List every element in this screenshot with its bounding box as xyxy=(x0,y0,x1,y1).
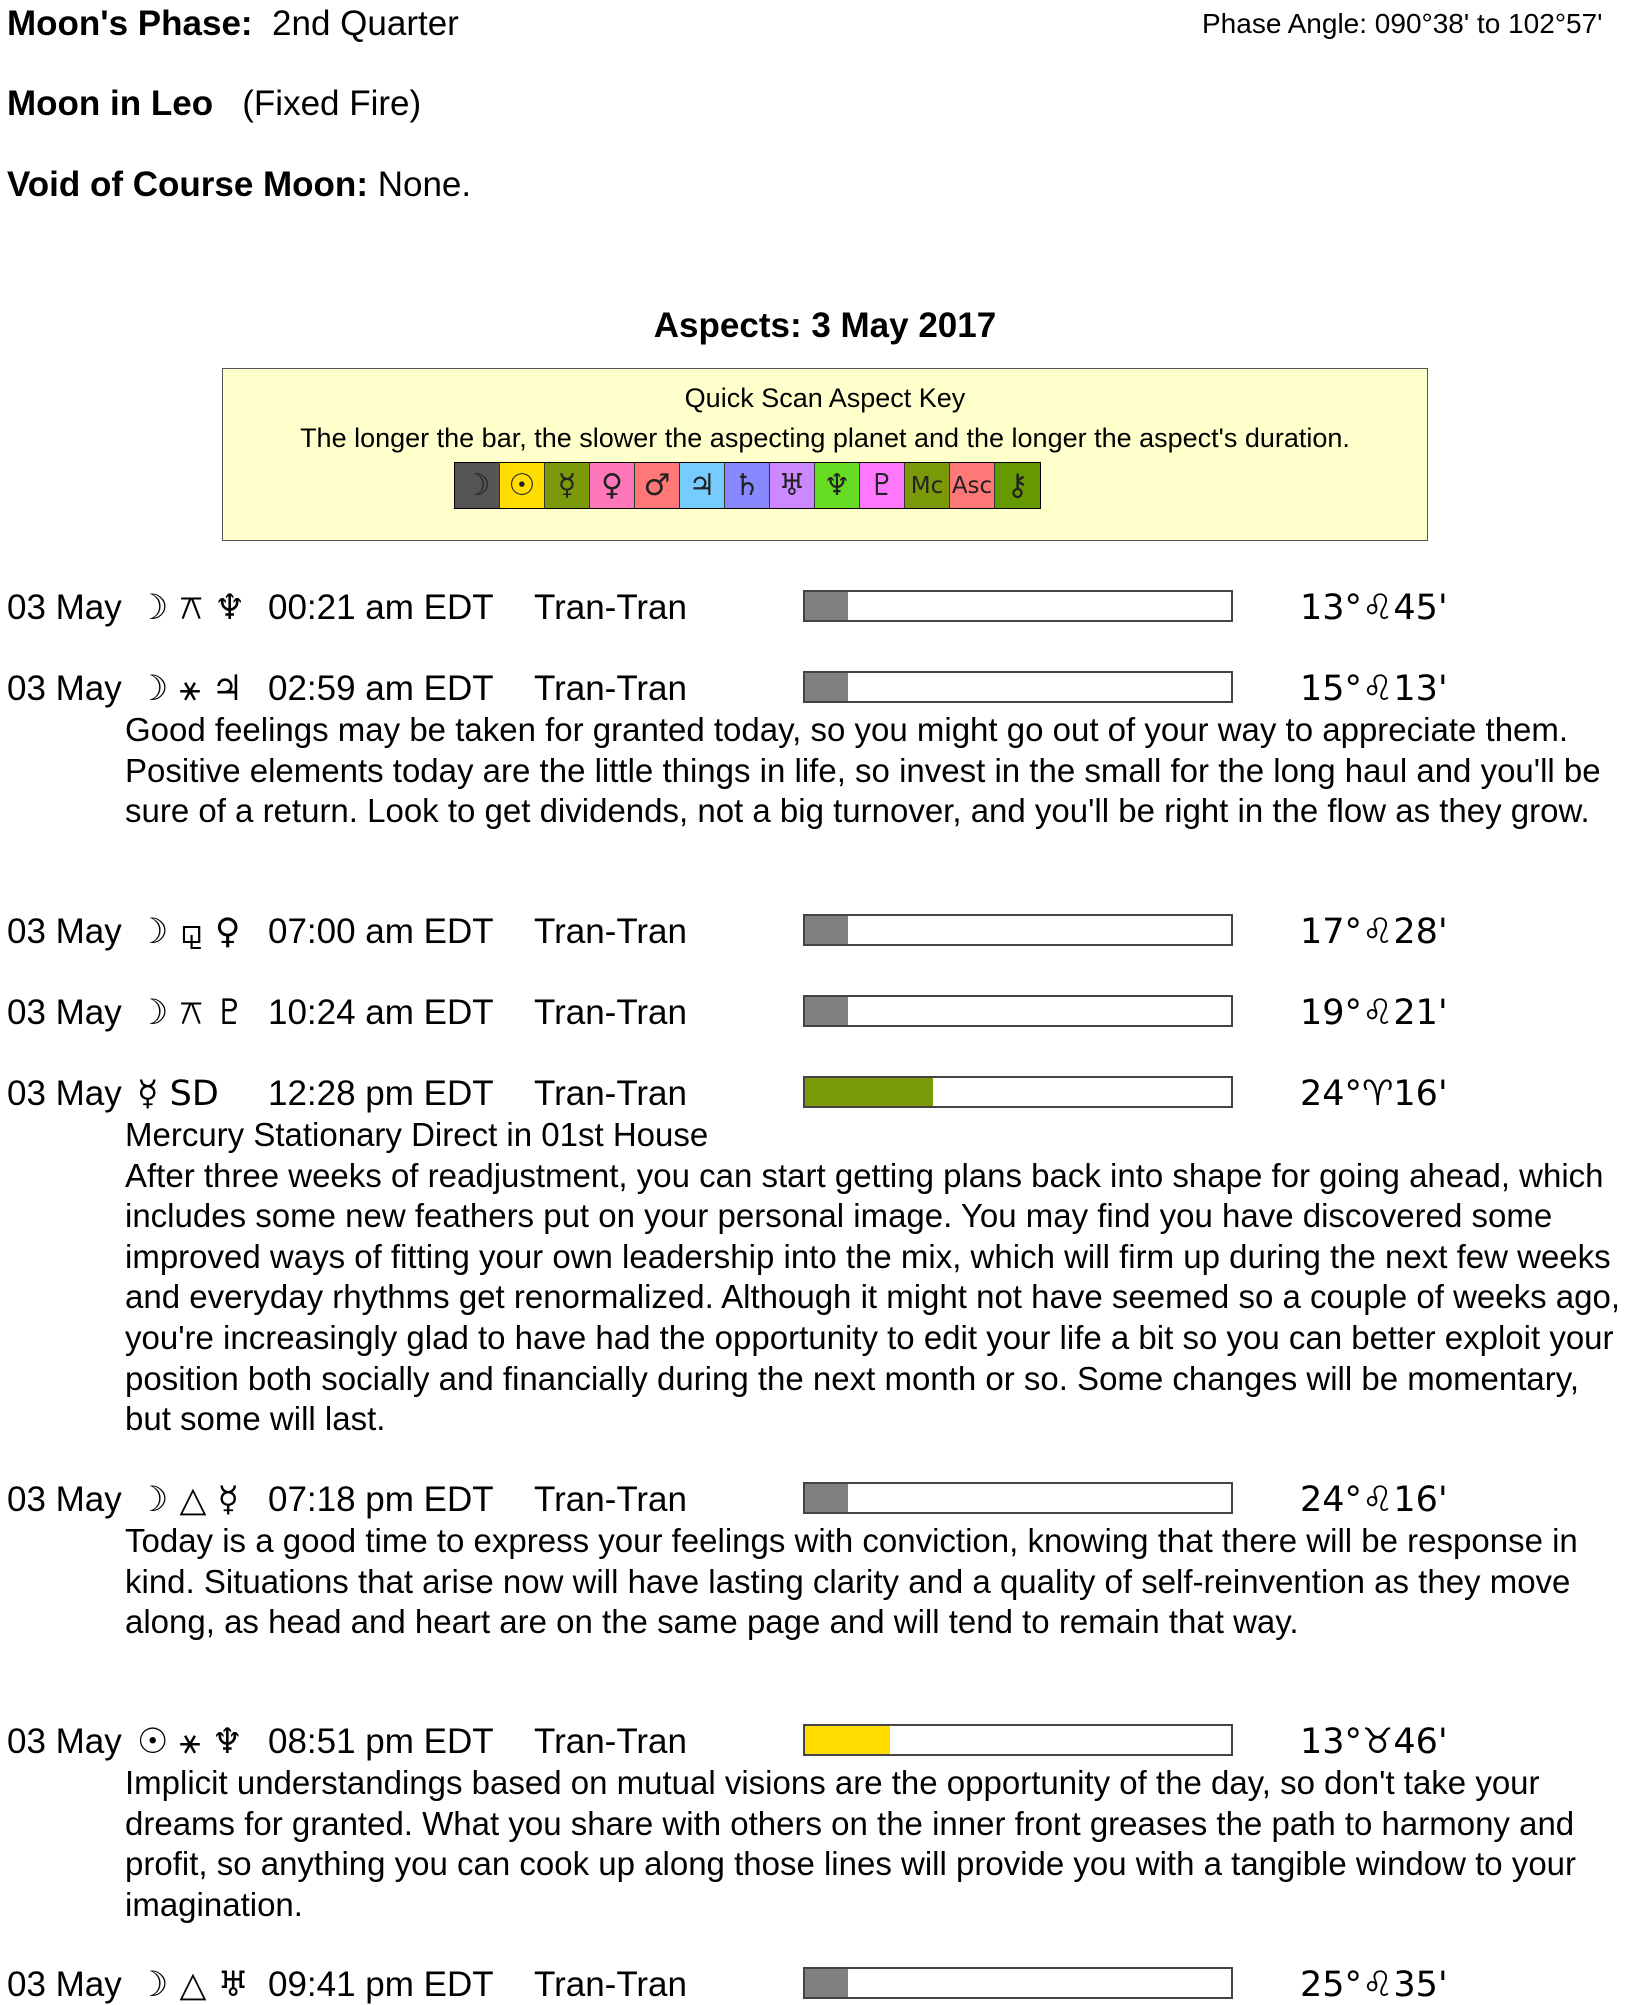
venus-icon: ♀ xyxy=(590,463,635,508)
duration-bar-fill xyxy=(805,1969,848,1997)
aspect-date: 03 May xyxy=(7,588,122,627)
aspect-glyphs: ☉ ⚹ ♆ xyxy=(137,1722,244,1762)
aspect-description-paragraph: Good feelings may be taken for granted today, so you might go out of your way to appreciate them. Positive elements today are the little things in life, so invest in the small for the long haul and you'll be sure of a return. Look to get dividends, not a big turnover, and you'll be right in the flow as they grow. xyxy=(125,711,1601,830)
aspect-date: 03 May xyxy=(7,1965,122,2004)
aspect-date: 03 May xyxy=(7,669,122,708)
uranus-icon: ♅ xyxy=(770,463,815,508)
duration-bar xyxy=(803,1482,1233,1514)
aspect-description xyxy=(125,1115,1625,1440)
aspect-key-legend xyxy=(454,462,1041,509)
mars-icon: ♂ xyxy=(635,463,680,508)
aspect-type: Tran-Tran xyxy=(534,1722,687,1761)
aspects-title: Aspects: 3 May 2017 xyxy=(653,306,997,345)
aspect-position: 24°♈16' xyxy=(1300,1074,1448,1114)
aspect-type: Tran-Tran xyxy=(534,993,687,1032)
aspect-type: Tran-Tran xyxy=(534,669,687,708)
aspect-description-paragraph: After three weeks of readjustment, you can start getting plans back into shape for going ahead, which includes some new feathers put on your personal image. You may find you have discovered some improved ways of fitting your own leadership into the mix, which will firm up during the next few weeks and everyday rhythms get renormalized. Although it might not have seemed so a couple of weeks ago, you're increasingly glad to have had the opportunity to edit your life a bit so you can better exploit your position both socially and financially during the next month or so. Some changes will be momentary, but some will last. xyxy=(125,1156,1621,1438)
ascendant-icon: Asc xyxy=(950,463,995,508)
aspect-position: 15°♌13' xyxy=(1300,669,1448,709)
void-label: Void of Course Moon: xyxy=(7,165,368,204)
aspect-key-box xyxy=(222,368,1428,541)
aspect-type: Tran-Tran xyxy=(534,1965,687,2004)
aspect-key-description: The longer the bar, the slower the aspecting planet and the longer the aspect's duration. xyxy=(300,423,1350,453)
aspect-date: 03 May xyxy=(7,1074,122,1113)
jupiter-icon: ♃ xyxy=(680,463,725,508)
aspect-description-paragraph: Mercury Stationary Direct in 01st House xyxy=(125,1116,709,1153)
aspect-description-paragraph: Implicit understandings based on mutual visions are the opportunity of the day, so don't take your dreams for granted. What you share with others on the inner front greases the path to harmony and profit, so anything you can cook up along those lines will provide you with a tangible window to your imagination. xyxy=(125,1764,1577,1923)
moon-icon: ☽ xyxy=(455,463,500,508)
aspect-date: 03 May xyxy=(7,1480,122,1519)
aspect-glyphs: ☽ △ ☿ xyxy=(137,1480,240,1520)
duration-bar-fill xyxy=(805,1078,933,1106)
moon-sign xyxy=(7,84,421,124)
aspect-key-title: Quick Scan Aspect Key xyxy=(684,383,966,413)
duration-bar xyxy=(803,1724,1233,1756)
aspect-type: Tran-Tran xyxy=(534,912,687,951)
aspect-time: 00:21 am EDT xyxy=(268,588,494,627)
moon-sign-label: Moon in Leo xyxy=(7,84,214,123)
pluto-icon: ♇ xyxy=(860,463,905,508)
duration-bar xyxy=(803,914,1233,946)
aspect-glyphs: ☽ ⚼ ♀ xyxy=(137,912,241,952)
aspect-date: 03 May xyxy=(7,912,122,951)
duration-bar-fill xyxy=(805,997,848,1025)
void-value: None. xyxy=(377,165,472,204)
duration-bar xyxy=(803,1967,1233,1999)
aspect-time: 07:18 pm EDT xyxy=(268,1480,494,1519)
midheaven-icon: Mc xyxy=(905,463,950,508)
duration-bar-fill xyxy=(805,916,848,944)
phase-angle: Phase Angle: 090°38' to 102°57' xyxy=(1202,8,1603,39)
aspect-description-paragraph: Today is a good time to express your feelings with conviction, knowing that there will be response in kind. Situations that arise now will have lasting clarity and a quality of self-reinvention as they move along, as head and heart are on the same page and will tend to remain that way. xyxy=(125,1522,1578,1641)
moon-phase-label: Moon's Phase: xyxy=(7,4,253,43)
aspect-time: 12:28 pm EDT xyxy=(268,1074,494,1113)
aspect-description xyxy=(125,1521,1625,1643)
sun-icon: ☉ xyxy=(500,463,545,508)
aspect-type: Tran-Tran xyxy=(534,588,687,627)
aspect-position: 17°♌28' xyxy=(1300,912,1448,952)
mercury-icon: ☿ xyxy=(545,463,590,508)
void-of-course xyxy=(7,165,471,205)
aspect-position: 13°♉46' xyxy=(1300,1722,1448,1762)
aspect-description xyxy=(125,1763,1625,1925)
aspect-time: 08:51 pm EDT xyxy=(268,1722,494,1761)
duration-bar xyxy=(803,590,1233,622)
aspect-time: 02:59 am EDT xyxy=(268,669,494,708)
aspect-glyphs: ☽ ⚻ ♆ xyxy=(137,588,246,628)
duration-bar-fill xyxy=(805,1484,848,1512)
neptune-icon: ♆ xyxy=(815,463,860,508)
moon-phase-value: 2nd Quarter xyxy=(272,4,459,43)
aspect-description xyxy=(125,710,1625,832)
aspect-position: 13°♌45' xyxy=(1300,588,1448,628)
aspect-glyphs: ☿ SD xyxy=(137,1074,219,1114)
saturn-icon: ♄ xyxy=(725,463,770,508)
aspect-position: 19°♌21' xyxy=(1300,993,1448,1033)
aspect-time: 09:41 pm EDT xyxy=(268,1965,494,2004)
aspect-glyphs: ☽ △ ♅ xyxy=(137,1965,249,2005)
duration-bar xyxy=(803,995,1233,1027)
moon-sign-value: (Fixed Fire) xyxy=(242,84,422,123)
moon-phase xyxy=(7,4,459,44)
aspect-date: 03 May xyxy=(7,993,122,1032)
aspect-position: 24°♌16' xyxy=(1300,1480,1448,1520)
duration-bar xyxy=(803,1076,1233,1108)
aspect-glyphs: ☽ ⚹ ♃ xyxy=(137,669,244,709)
aspect-date: 03 May xyxy=(7,1722,122,1761)
duration-bar-fill xyxy=(805,673,848,701)
aspect-type: Tran-Tran xyxy=(534,1074,687,1113)
duration-bar-fill xyxy=(805,592,848,620)
aspect-time: 07:00 am EDT xyxy=(268,912,494,951)
chiron-icon: ⚷ xyxy=(995,463,1040,508)
duration-bar xyxy=(803,671,1233,703)
duration-bar-fill xyxy=(805,1726,890,1754)
aspect-time: 10:24 am EDT xyxy=(268,993,494,1032)
aspect-glyphs: ☽ ⚻ ♇ xyxy=(137,993,246,1033)
aspect-position: 25°♌35' xyxy=(1300,1965,1448,2005)
aspect-type: Tran-Tran xyxy=(534,1480,687,1519)
